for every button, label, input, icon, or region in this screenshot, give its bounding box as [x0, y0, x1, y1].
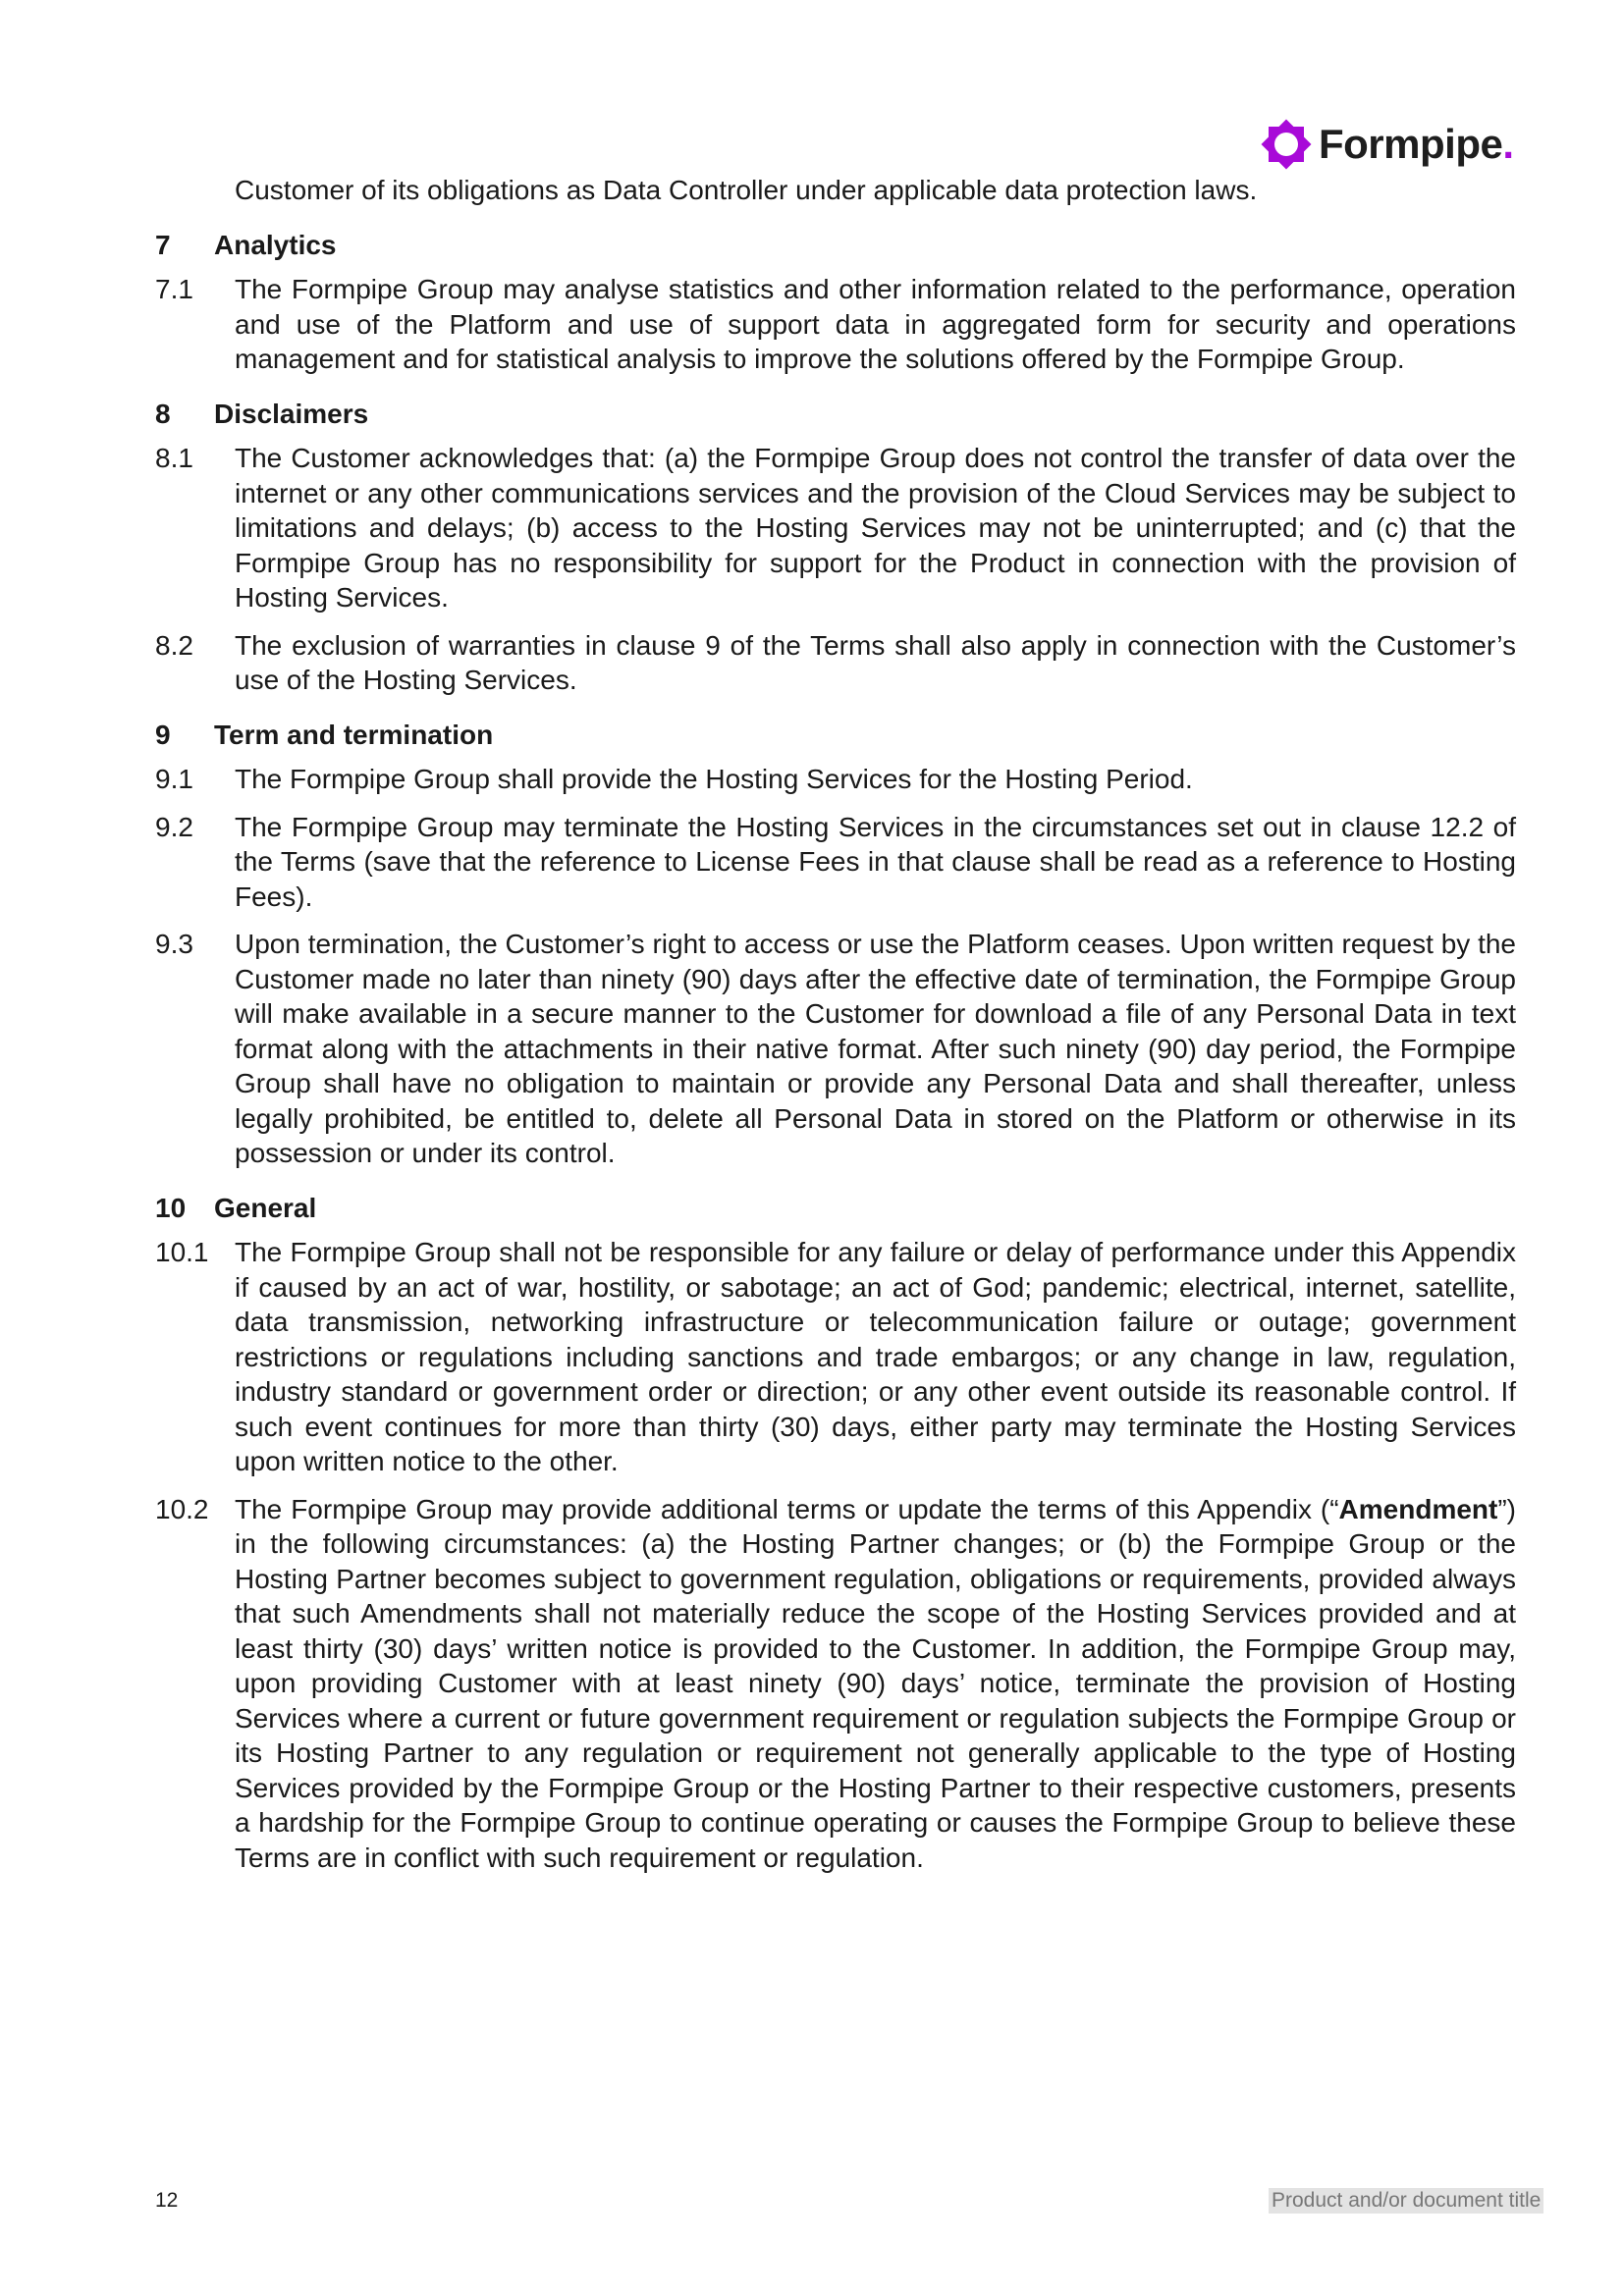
section-heading-disclaimers [155, 397, 1516, 432]
clause-8-1 [155, 441, 1516, 615]
clause-text: The Formpipe Group shall provide the Hosting Services for the Hosting Period. [235, 764, 1193, 794]
clause-text: The exclusion of warranties in clause 9 of the Terms shall also apply in connection with the Customer’s use of the Hosting Services. [235, 629, 1516, 695]
clause-text-after: ”) in the following circumstances: (a) the Hosting Partner changes; or (b) the Formpipe Group or the Hosting Partner becomes subject to government regulation, obligations or requirements, provided always that such Amendments shall not materially reduce the scope of the Hosting Services provided and at least thirty (30) days’ written notice is provided to the Customer. In addition, the Formpipe Group may, upon providing Customer with at least ninety (90) days’ notice, terminate the provision of Hosting Services where a current or future government requirement or regulation subjects the Formpipe Group or its Hosting Partner to any regulation or requirement not generally applicable to the type of Hosting Services provided by the Formpipe Group or the Hosting Partner to their respective customers, presents a hardship for the Formpipe Group to continue operating or causes the Formpipe Group to believe these Terms are in conflict with such requirement or regulation. [235, 1493, 1516, 1873]
section-heading-general [155, 1191, 1516, 1226]
clause-number: 10.1 [155, 1237, 209, 1267]
clause-9-1 [155, 762, 1516, 797]
document-body [155, 173, 1516, 1888]
clause-text: The Formpipe Group may terminate the Hosting Services in the circumstances set out in clause 12.2 of the Terms (save that the reference to License Fees in that clause shall be read as a reference to Hosting Fees). [235, 811, 1516, 912]
clause-text: The Customer acknowledges that: (a) the Formpipe Group does not control the transfer of data over the internet or any other communications services and the provision of the Cloud Services may be subject to limitations and delays; (b) access to the Hosting Services may not be uninterrupted; and (c) that the Formpipe Group has no responsibility for support for the Product in connection with the provision of Hosting Services. [235, 443, 1516, 613]
formpipe-logo-icon [1260, 118, 1313, 171]
formpipe-logo [1260, 115, 1514, 174]
section-title: Disclaimers [214, 398, 369, 429]
clause-8-2 [155, 628, 1516, 698]
logo-text: Formpipe [1319, 121, 1503, 167]
defined-term-amendment: Amendment [1338, 1493, 1498, 1524]
clause-text: The Formpipe Group shall not be responsible for any failure or delay of performance under this Appendix if caused by an act of war, hostility, or sabotage; an act of God; pandemic; electrical, internet, satellite, data transmission, networking infrastructure or telecommunication failure or outage; government restrictions or regulations including sanctions and trade embargos; or any change in law, regulation, industry standard or government order or direction; or any other event outside its reasonable control. If such event continues for more than thirty (30) days, either party may terminate the Hosting Services upon written notice to the other. [235, 1237, 1516, 1476]
continuation-paragraph: Customer of its obligations as Data Controller under applicable data protection laws. [235, 175, 1258, 205]
section-title: Term and termination [214, 719, 494, 750]
clause-text [235, 1492, 1516, 1876]
logo-center [1274, 133, 1298, 156]
section-heading-term-and-termination [155, 718, 1516, 753]
clause-number: 7.1 [155, 274, 193, 304]
clause-9-2 [155, 810, 1516, 915]
section-number: 7 [155, 229, 171, 260]
page-number: 12 [155, 2189, 179, 2212]
section-heading-analytics [155, 228, 1516, 263]
section-number: 8 [155, 398, 171, 429]
section-title: General [214, 1192, 317, 1223]
clause-number: 9.2 [155, 811, 193, 842]
clause-number: 10.2 [155, 1493, 209, 1524]
clause-7-1 [155, 272, 1516, 377]
clause-text: The Formpipe Group may analyse statistics and other information related to the performance, operation and use of the Platform and use of support data in aggregated form for security and operations management and for statistical analysis to improve the solutions offered by the Formpipe Group. [235, 274, 1516, 374]
clause-10-2 [155, 1492, 1516, 1876]
clause-number: 8.2 [155, 629, 193, 661]
clause-number: 9.1 [155, 764, 193, 794]
clause-number: 8.1 [155, 443, 193, 473]
clause-9-3 [155, 927, 1516, 1171]
clause-text: Upon termination, the Customer’s right to access or use the Platform ceases. Upon written request by the Customer made no later than ninety (90) days after the effective date of termination, the Formpipe Group will make available in a secure manner to the Customer for download a file of any Personal Data in text format along with the attachments in their native format. After such ninety (90) day period, the Formpipe Group shall have no obligation to maintain or provide any Personal Data and shall thereafter, unless legally prohibited, be entitled to, delete all Personal Data in stored on the Platform or otherwise in its possession or under its control. [235, 929, 1516, 1168]
section-number: 10 [155, 1192, 187, 1223]
clause-10-1 [155, 1235, 1516, 1479]
section-title: Analytics [214, 229, 337, 260]
section-number: 9 [155, 719, 171, 750]
logo-dot: . [1502, 121, 1515, 167]
clause-number: 9.3 [155, 929, 193, 959]
clause-text-before: The Formpipe Group may provide additional terms or update the terms of this Appendix (“ [235, 1493, 1339, 1524]
footer-document-title: Product and/or document title [1269, 2188, 1543, 2214]
